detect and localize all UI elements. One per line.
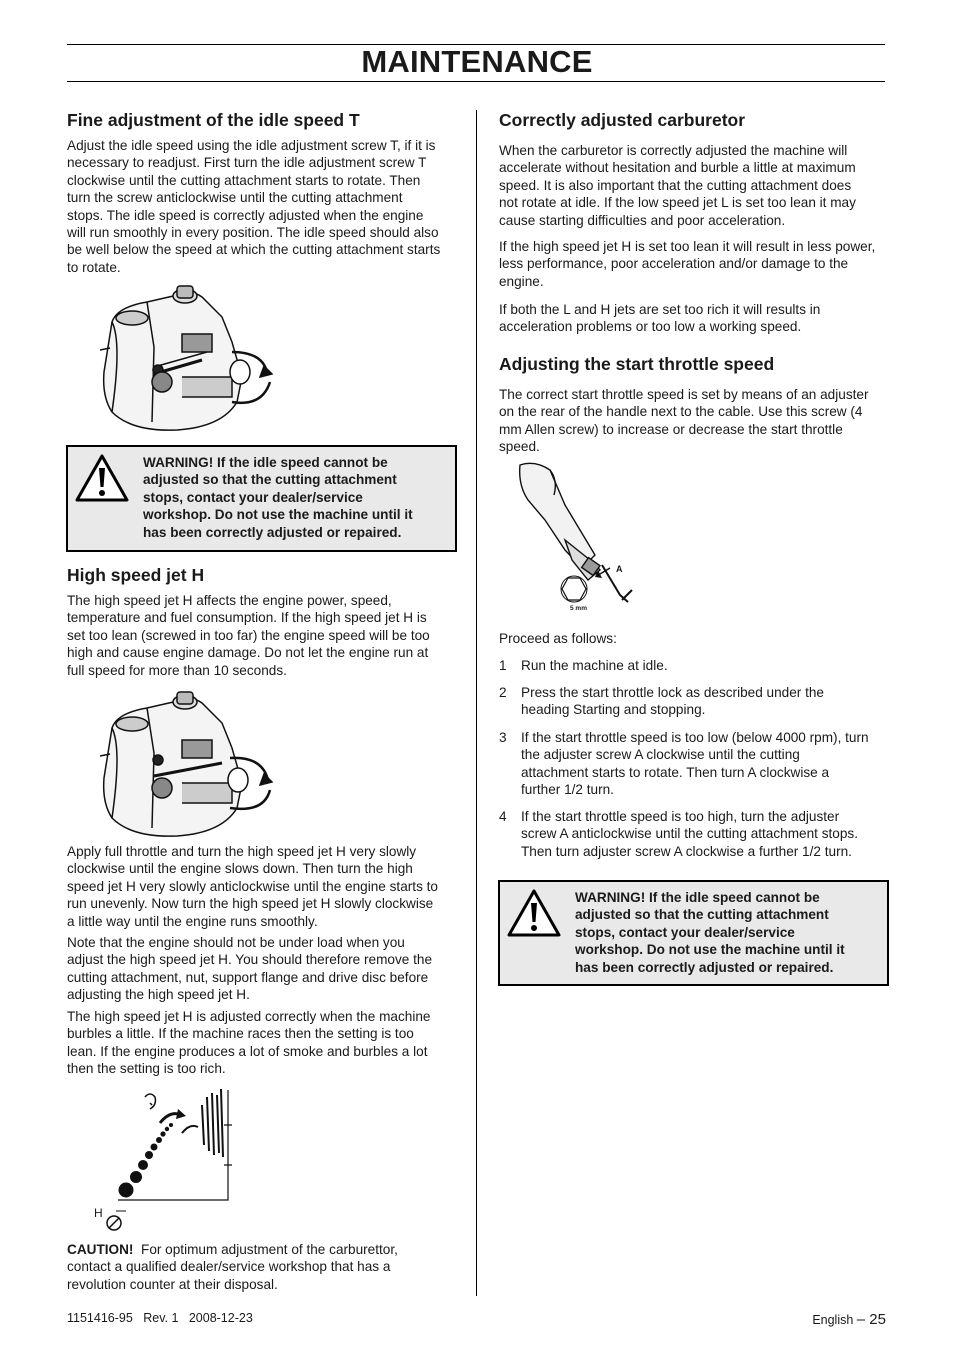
sound-wave-icon <box>182 1089 223 1157</box>
warning-triangle-icon <box>74 453 130 503</box>
heading-high-speed-jet: High speed jet H <box>67 565 205 585</box>
apply-throttle-text: Apply full throttle and turn the high speed jet H very slowly clockwise until the engine slows down. Then turn the high speed jet H very slowly anticlockwise until the engine starts to run unevenly. Now turn the high speed jet H slowly clockwise a little way until the engine runs smoothly. <box>67 844 438 929</box>
correctly-adjusted-text: When the carburetor is correctly adjusted the machine will accelerate without hesitation and burble a little at maximum speed. It is also important that the cutting attachment does not rotate at idle. If the low speed jet L is set too lean it may cause starting difficulties and poor acceleration. <box>499 143 856 228</box>
heading-correctly-adjusted: Correctly adjusted carburetor <box>499 110 746 130</box>
diagram-dot <box>169 1123 173 1127</box>
lean-high-speed-text: If the high speed jet H is set too lean it will result in less power, less performance, poor acceleration and/or damage to the engine. <box>499 239 876 289</box>
diagram-dot <box>165 1127 169 1131</box>
diagram-label-h: H <box>94 1206 103 1220</box>
warning-text: WARNING! If the idle speed cannot be adjusted so that the cutting attachment stops, contact your dealer/service workshop. Do not use the machine until it has been correctly adjusted or repaired. <box>575 890 845 975</box>
correct-adjustment-text: The high speed jet H is adjusted correctly when the machine burbles a little. If the machine races then the setting is too lean. If the engine produces a lot of smoke and burbles a lot then the setting is too rich. <box>67 1009 431 1077</box>
diagram-dot <box>119 1183 134 1198</box>
hex-key-icon <box>562 578 586 600</box>
engine-high-speed-jet-illustration <box>92 688 277 838</box>
figure-label-5mm: 5 mm <box>570 605 587 612</box>
diagram-dot <box>138 1160 148 1170</box>
diagram-dot <box>130 1171 142 1183</box>
engine-idle-screw-illustration <box>92 282 277 437</box>
warning-box-start-throttle <box>498 880 889 986</box>
footer-page-number: – 25 <box>856 1311 886 1328</box>
no-load-note-text: Note that the engine should not be under load when you adjust the high speed jet H. You should therefore remove the cutting attachment, nut, support flange and drive disc before adjusting the high speed jet H. <box>67 935 433 1003</box>
handle-adjuster-illustration <box>510 460 640 620</box>
caution-text: CAUTION! For optimum adjustment of the carburettor, contact a qualified dealer/service workshop that has a revolution counter at their disposal. <box>67 1242 398 1292</box>
figure-label-a: A <box>616 564 623 574</box>
warning-box-idle-speed <box>66 445 457 552</box>
footer-page <box>812 1311 886 1328</box>
diagram-dot <box>145 1151 153 1159</box>
diagram-dot <box>160 1131 165 1136</box>
heading-idle-speed: Fine adjustment of the idle speed T <box>67 110 360 130</box>
warning-text: WARNING! If the idle speed cannot be adjusted so that the cutting attachment stops, contact your dealer/service workshop. Do not use the machine until it has been correctly adjusted or repaired. <box>143 455 413 540</box>
header-bottom-rule <box>67 81 885 82</box>
warning-triangle-icon <box>506 888 562 938</box>
idle-speed-text: Adjust the idle speed using the idle adjustment screw T, if it is necessary to readjust. First turn the idle adjustment screw T clockwise until the cutting attachment starts to rotate. Then turn the screw anticlockwise until the cutting attachment stops. The idle speed is correctly adjusted when the engine will run smoothly in every position. The idle speed should also be well below the speed at which the cutting attachment starts to rotate. <box>67 138 441 275</box>
footer-doc-number: 1151416-95 Rev. 1 2008-12-23 <box>67 1311 253 1325</box>
caution-label: CAUTION! <box>67 1242 134 1257</box>
start-throttle-text: The correct start throttle speed is set by means of an adjuster on the rear of the handle next to the cable. Use this screw (4 mm Allen screw) to increase or decrease the start throttle speed. <box>499 387 869 455</box>
high-speed-jet-text: The high speed jet H affects the engine power, speed, temperature and fuel consumption. If the high speed jet H is set too lean (screwed in too far) the engine speed will be too high and cause engine damage. Do not let the engine run at full speed for more than 10 seconds. <box>67 593 430 678</box>
ear-icon <box>145 1094 155 1109</box>
column-divider <box>476 110 477 1296</box>
diagram-dot <box>151 1144 158 1151</box>
engine-sound-diagram <box>90 1085 240 1235</box>
page-title: MAINTENANCE <box>361 44 593 79</box>
footer-language: English <box>812 1313 854 1327</box>
heading-start-throttle: Adjusting the start throttle speed <box>499 354 775 374</box>
rich-jets-text: If both the L and H jets are set too rich it will results in acceleration problems or too low a working speed. <box>499 302 821 335</box>
proceed-text: Proceed as follows: <box>499 631 617 646</box>
diagram-dot <box>156 1137 162 1143</box>
